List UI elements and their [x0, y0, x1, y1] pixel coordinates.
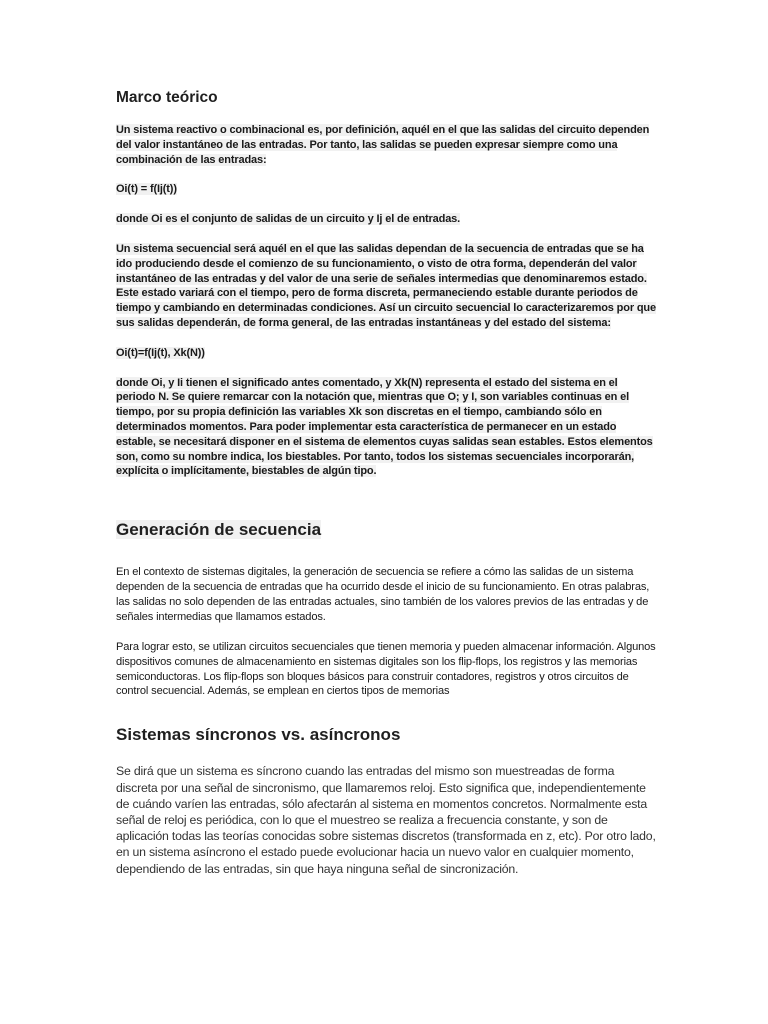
- marco-paragraph-1: Un sistema reactivo o combinacional es, por definición, aquél en el que las salidas del circuito dependen del valor instantáneo de las entradas. Por tanto, las salidas se pueden expresar siempre como una combinación de las entradas:: [116, 124, 650, 166]
- marco-paragraph-4: donde Oi, y Ii tienen el significado antes comentado, y Xk(N) representa el estado del sistema en el periodo N. Se quiere remarcar con la notación que, mientras que O; y I, son variables continuas en el tiempo, por su propia definición las variables Xk son discretas en el tiempo, cambiando sólo en determinados momentos. Para poder implementar esta característica de permanecer en un estado estable, se necesitará disponer en el sistema de elementos cuyas salidas sean estables. Estos elementos son, como su nombre indica, los biestables. Por tanto, todos los sistemas secuenciales incorporarán, explícita o implícitamente, biestables de algún tipo.: [116, 376, 653, 478]
- marco-paragraph-2: donde Oi es el conjunto de salidas de un circuito y Ij el de entradas.: [116, 213, 461, 226]
- generacion-secuencia-heading: Generación de secuencia: [116, 520, 322, 540]
- generacion-secuencia-section: [116, 565, 656, 699]
- formula-combinational: Oi(t) = f(Ij(t)): [116, 183, 177, 196]
- sistemas-sincronos-section: [116, 763, 656, 876]
- generacion-paragraph-1: En el contexto de sistemas digitales, la generación de secuencia se refiere a cómo las salidas de un sistema dependen de la secuencia de entradas que ha ocurrido desde el inicio de su funcionamiento. En otras palabras, las salidas no solo dependen de las entradas actuales, sino también de los valores previos de las entradas y de señales intermedias que llamamos estados.: [116, 566, 650, 623]
- sincronos-paragraph-1: Se dirá que un sistema es síncrono cuando las entradas del mismo son muestreadas de forma discreta por una señal de sincronismo, que llamaremos reloj. Esto significa que, independientemente de cuándo varíen las entradas, sólo afectarán al sistema en momentos concretos. Normalmente esta señal de reloj es periódica, con lo que el muestreo se realiza a frecuencia constante, y son de aplicación todas las teorías conocidas sobre sistemas discretos (transformada en z, etc). Por otro lado, en un sistema asíncrono el estado puede evolucionar hacia un nuevo valor en cualquier momento, dependiendo de las entradas, sin que haya ninguna señal de sincronización.: [116, 764, 656, 876]
- generacion-paragraph-2: Para lograr esto, se utilizan circuitos secuenciales que tienen memoria y pueden almacenar información. Algunos dispositivos comunes de almacenamiento en sistemas digitales son los flip-flops, los registros y las memorias semiconductoras. Los flip-flops son bloques básicos para construir contadores, registros y otros circuitos de control secuencial. Además, se emplean en ciertos tipos de memorias: [116, 640, 656, 698]
- marco-teorico-section: [116, 123, 656, 479]
- document-body: [116, 88, 656, 877]
- marco-teorico-heading: Marco teórico: [116, 89, 218, 106]
- sistemas-sincronos-heading: Sistemas síncronos vs. asíncronos: [116, 725, 401, 745]
- formula-sequential: Oi(t)=f(Ij(t), Xk(N)): [116, 346, 205, 359]
- marco-paragraph-3: Un sistema secuencial será aquél en el que las salidas dependan de la secuencia de entradas que se ha ido produciendo desde el comienzo de su funcionamiento, o visto de otra forma, dependerán del valor instantáneo de las entradas y del valor de una serie de señales intermedias que denominaremos estado. Este estado variará con el tiempo, pero de forma discreta, permaneciendo estable durante periodos de tiempo y cambiando en determinadas condiciones. Así un circuito secuencial lo caracterizaremos por que sus salidas dependerán, de forma general, de las entradas instantáneas y del estado del sistema:: [116, 242, 656, 329]
